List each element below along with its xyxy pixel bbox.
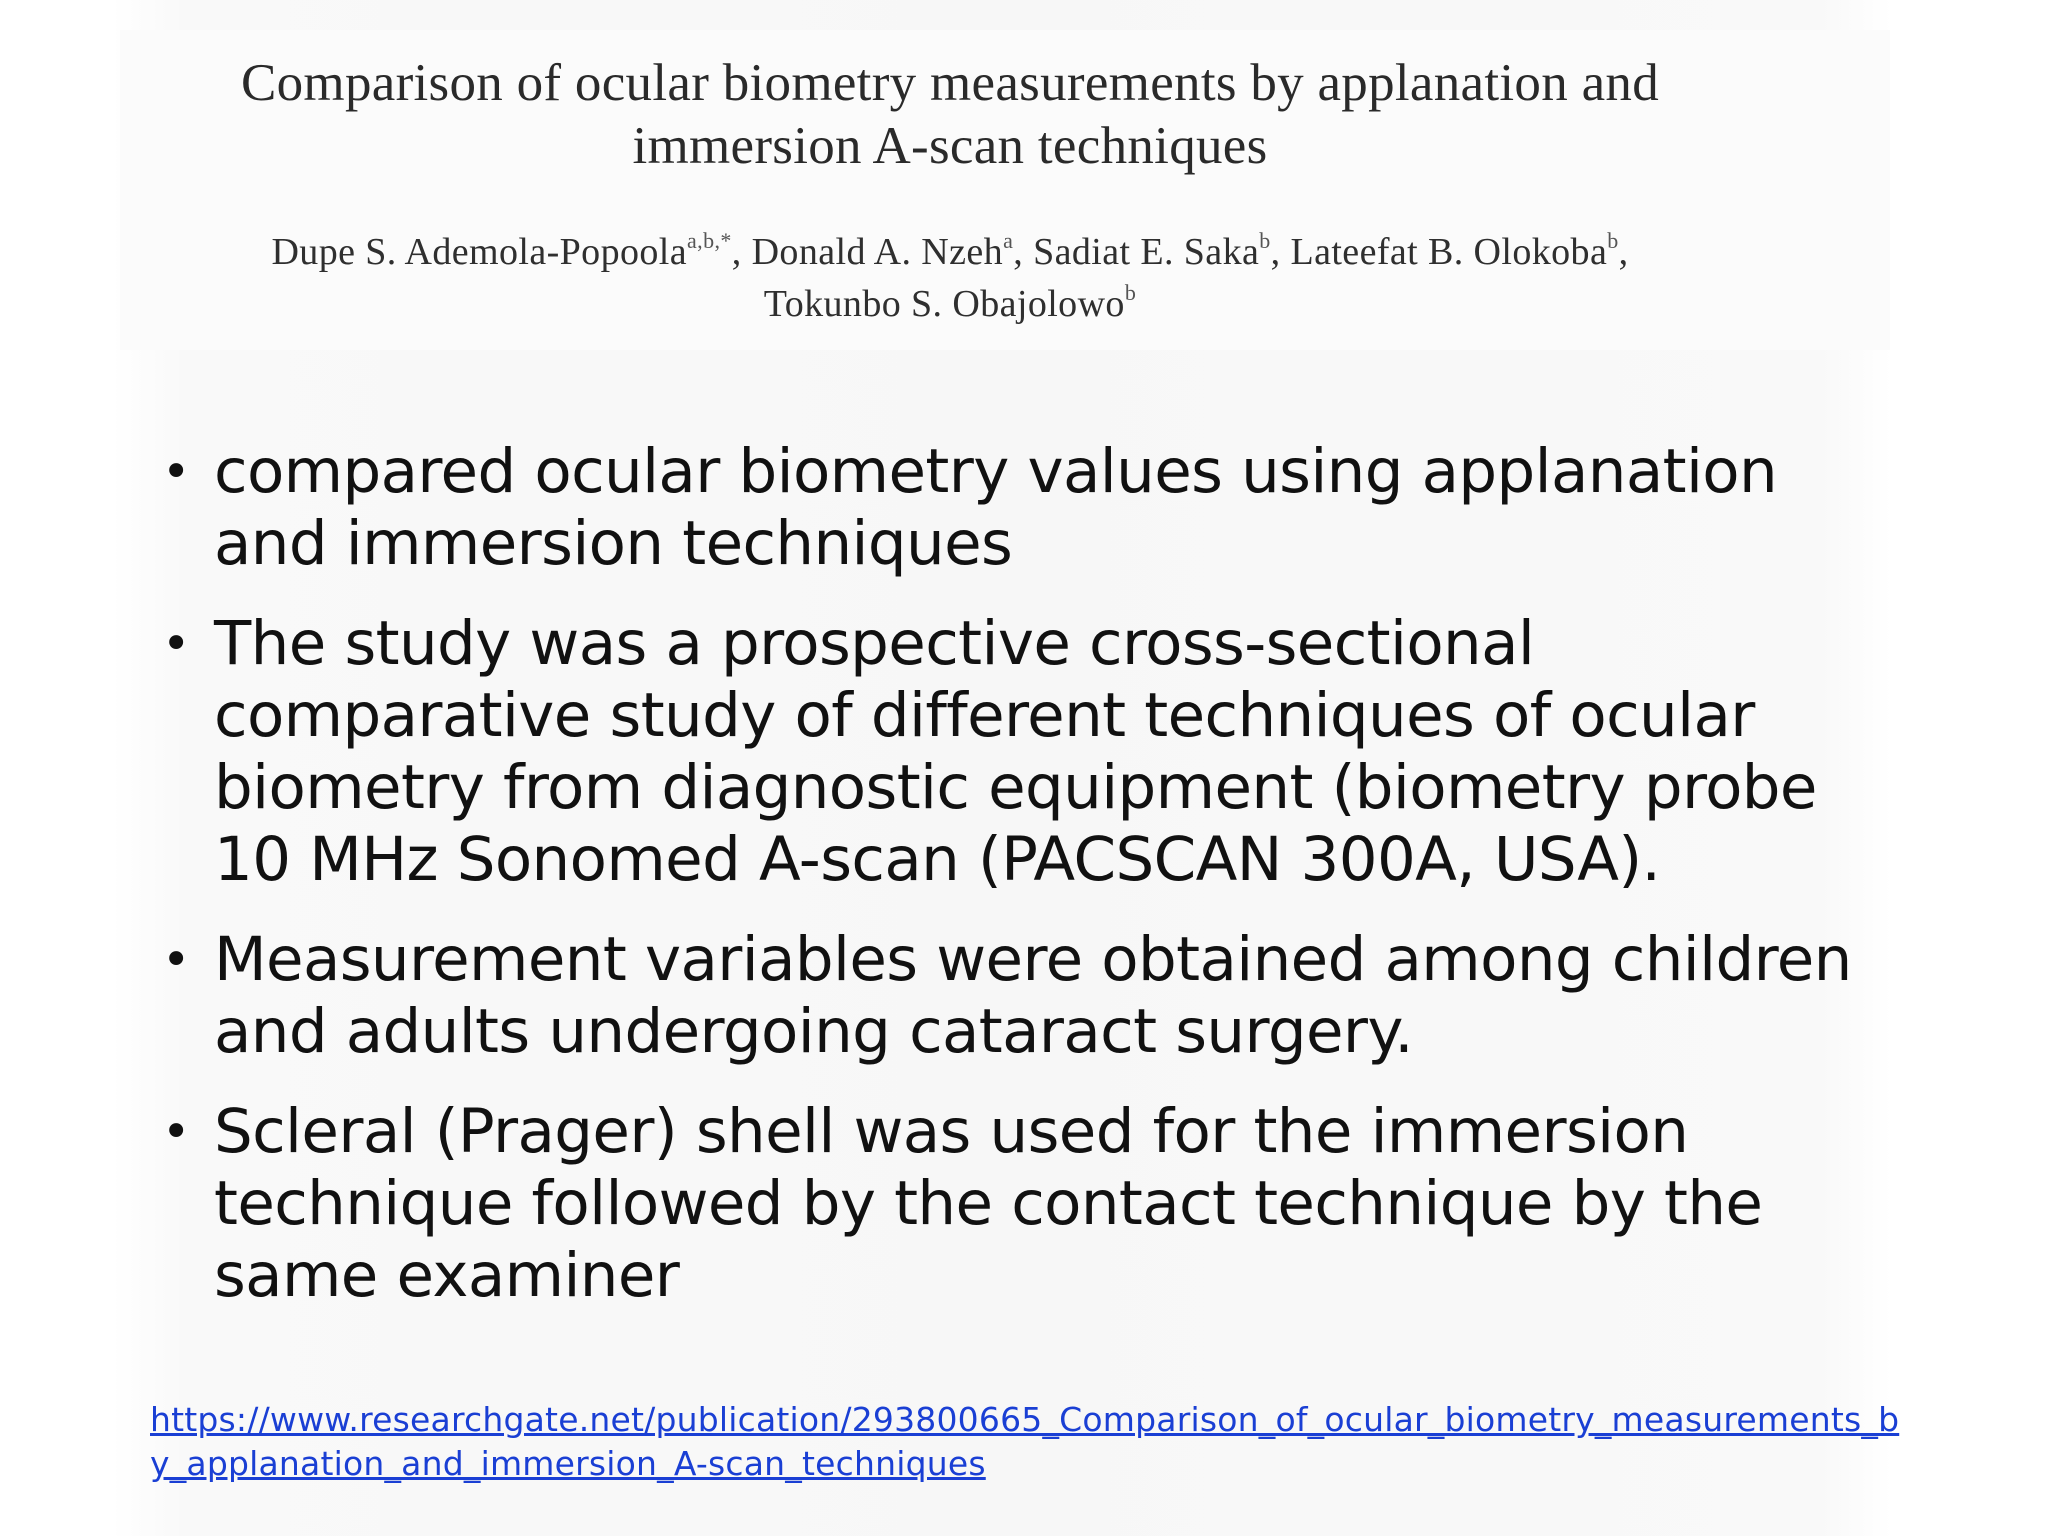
bullet-dot-icon: • [162, 932, 190, 988]
reference-link-line-1: https://www.researchgate.net/publication/293800665_Comparison_of_ocular_biometry_measurements_b [150, 1400, 1900, 1439]
bullet-text [214, 1096, 1892, 1312]
author-name: Dupe S. Ademola-Popoola [271, 231, 688, 273]
bullet-text [214, 436, 1892, 580]
author-name: Donald A. Nzeh [751, 231, 1004, 273]
paper-authors [120, 226, 1780, 330]
author-affiliation: b [1124, 280, 1137, 305]
author-separator: , [1270, 231, 1291, 273]
author-separator: , [731, 231, 752, 273]
bullet-text [214, 924, 1892, 1068]
bullet-line: and adults undergoing cataract surgery. [214, 996, 1413, 1067]
bullet-text [214, 608, 1892, 896]
bullet-item [152, 1096, 1892, 1312]
bullet-line: 10 MHz Sonomed A-scan (PACSCAN 300A, USA). [214, 824, 1661, 895]
bullet-line: comparative study of different techniques of ocular [214, 680, 1755, 751]
reference-link-line-2: y_applanation_and_immersion_A-scan_techniques [150, 1444, 986, 1483]
paper-title [120, 52, 1780, 178]
bullet-line: Scleral (Prager) shell was used for the immersion [214, 1096, 1689, 1167]
author-name: Lateefat B. Olokoba [1290, 231, 1608, 273]
paper-title-line-1: Comparison of ocular biometry measurements by applanation and [240, 54, 1659, 112]
author-separator: , [1618, 231, 1629, 273]
bullet-line: same examiner [214, 1240, 680, 1311]
paper-title-line-2: immersion A-scan techniques [632, 117, 1268, 175]
reference-link[interactable] [150, 1398, 1900, 1486]
author-separator: , [1013, 231, 1034, 273]
bullet-dot-icon: • [162, 444, 190, 500]
authors-line-1 [120, 226, 1780, 278]
bullet-line: Measurement variables were obtained among children [214, 924, 1852, 995]
bullet-dot-icon: • [162, 616, 190, 672]
author-affiliation: b [1607, 228, 1619, 253]
bullet-line: and immersion techniques [214, 508, 1013, 579]
author-affiliation: b [1259, 228, 1271, 253]
authors-line-2 [120, 278, 1780, 330]
bullet-list [152, 436, 1892, 1340]
bullet-item [152, 924, 1892, 1068]
bullet-item [152, 436, 1892, 580]
author-affiliation: a,b,* [687, 228, 732, 253]
bullet-item [152, 608, 1892, 896]
bullet-line: compared ocular biometry values using applanation [214, 436, 1778, 507]
author-name: Sadiat E. Saka [1033, 231, 1260, 273]
bullet-dot-icon: • [162, 1104, 190, 1160]
author-affiliation: a [1003, 228, 1014, 253]
bullet-line: The study was a prospective cross-sectional [214, 608, 1535, 679]
bullet-line: biometry from diagnostic equipment (biometry probe [214, 752, 1817, 823]
author-name: Tokunbo S. Obajolowo [763, 283, 1125, 325]
bullet-line: technique followed by the contact technique by the [214, 1168, 1763, 1239]
